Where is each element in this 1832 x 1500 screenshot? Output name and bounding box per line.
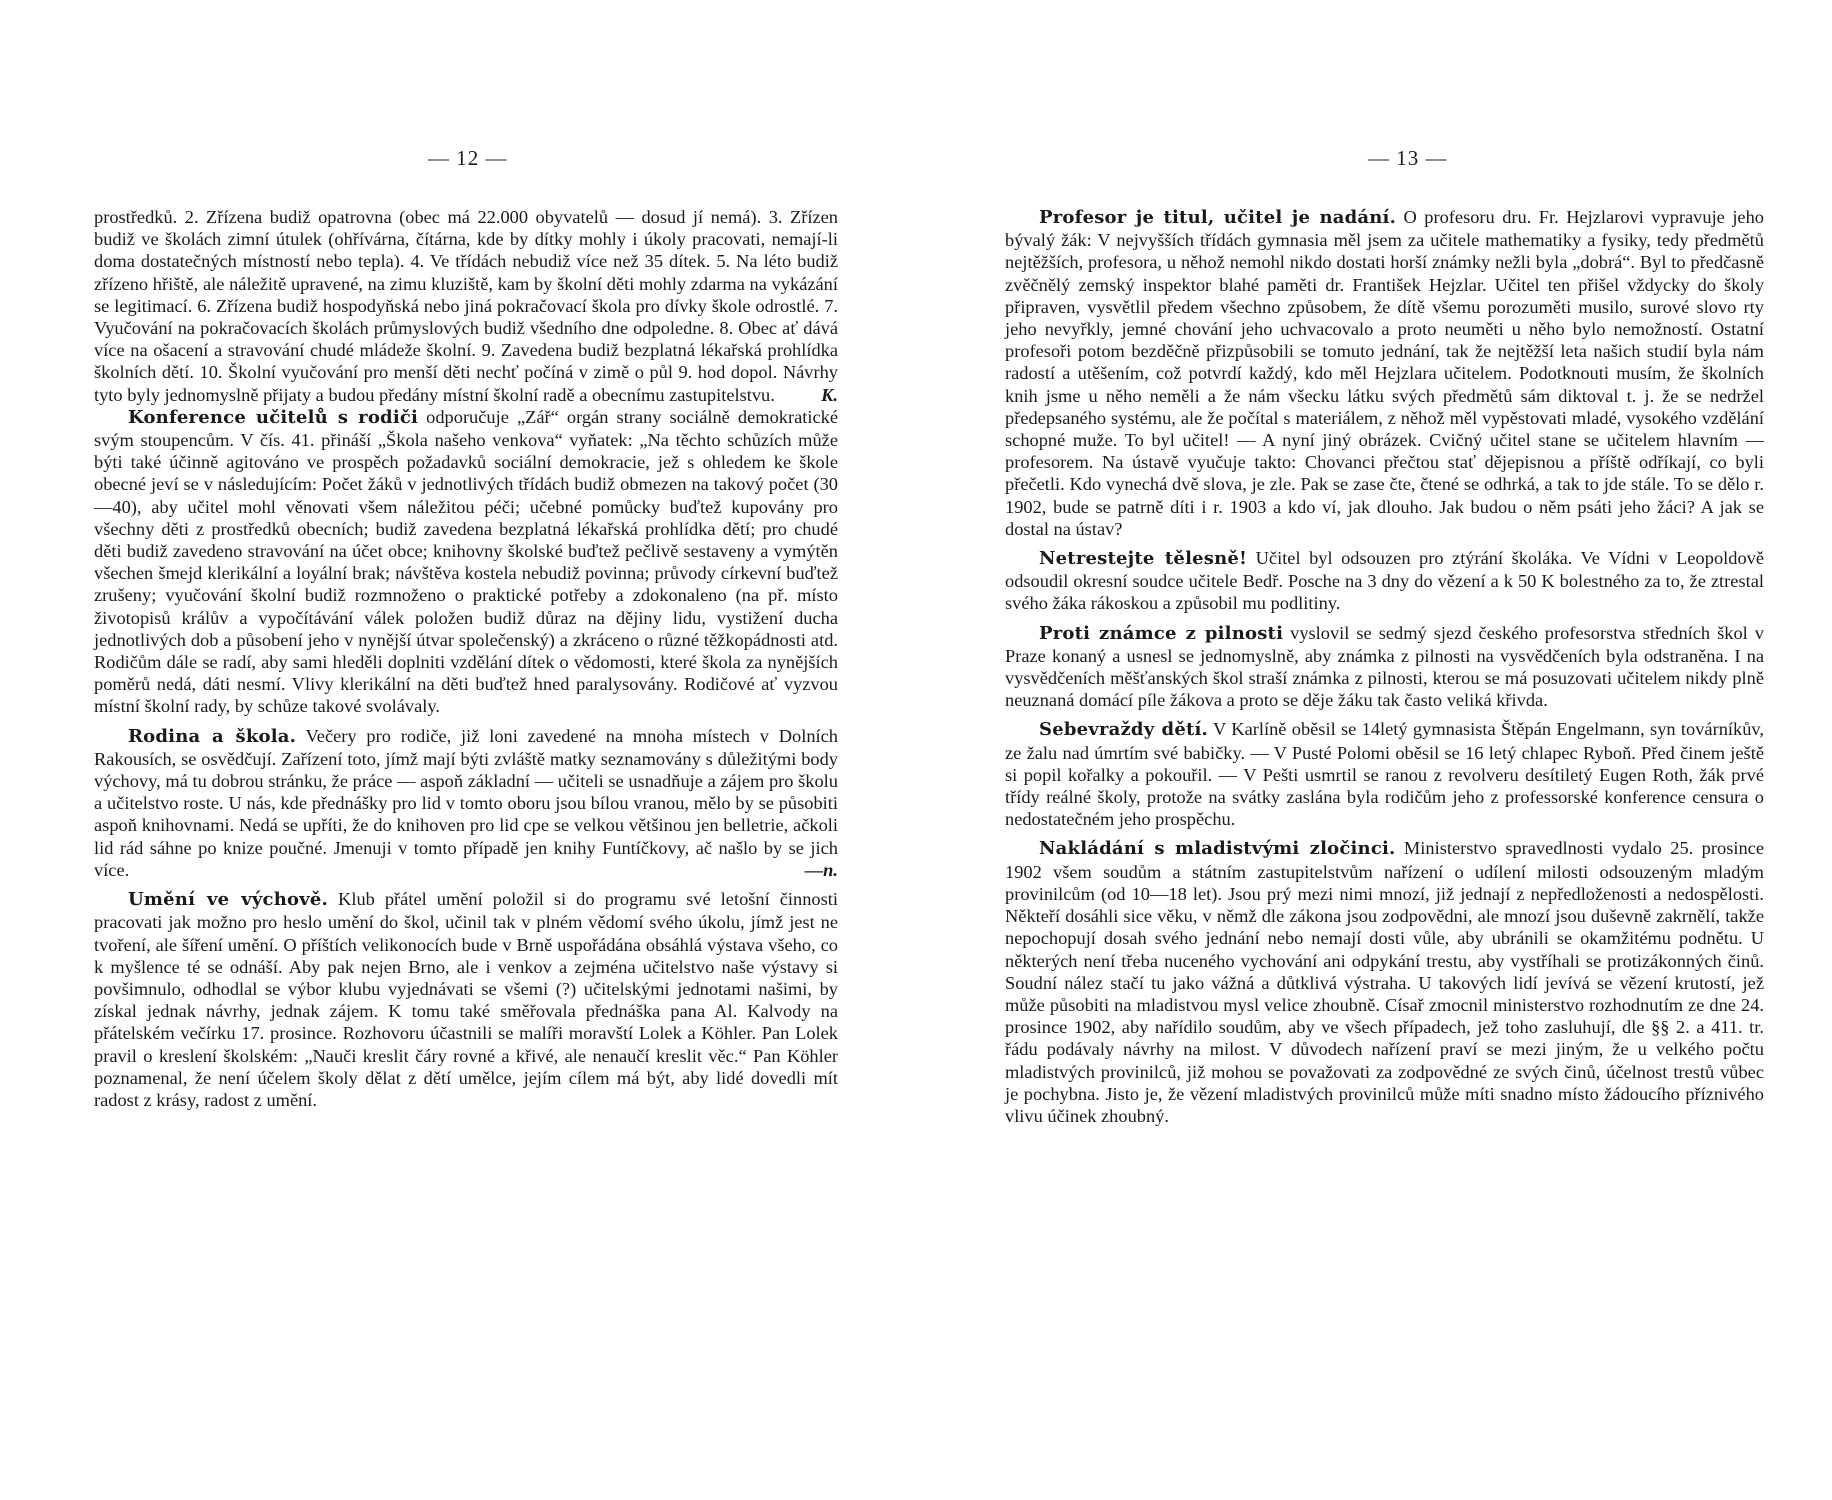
article-heading: Sebevraždy dětí. (1039, 719, 1209, 741)
article-netrestejte (1005, 547, 1764, 615)
article-umeni (94, 888, 838, 1111)
intro-paragraph (94, 206, 838, 406)
article-heading: Netrestejte tělesně! (1039, 548, 1248, 570)
article-heading: Proti známce z pilnosti (1039, 622, 1284, 644)
author-signature: K. (821, 384, 838, 405)
page-number: — 13 — (1368, 146, 1448, 170)
article-heading: Rodina a škola. (128, 725, 297, 747)
paragraph-body: prostředků. 2. Zřízena budiž opatrovna (obec má 22.000 obyvatelů — dosud jí nemá). 3. Zřízen budiž ve školách zimní útulek (ohřívárna, čítárna, kde by dítky mohly i úkoly pracovati, nemají-li doma dostatečných místností nebo tepla). 4. Ve třídách nebudiž více než 35 dítek. 5. Na léto budiž zřízeno hřiště, ale náležitě upravené, na zimu kluziště, kam by školní děti mohly zdarma na vykázání se legitimací. 6. Zřízena budiž hospodyňská nebo jiná pokračovací škola pro dívky škole odrostlé. 7. Vyučování na pokračovacích školách průmyslových budiž všedního dne odpoledne. 8. Obec ať dává více na ošacení a stravování chudé mládeže školní. 9. Zavedena budiž bezplatná lékařská prohlídka školních dětí. 10. Školní vyučování pro menší děti nechť počíná v zimě o půl 9. hod dopol. Návrhy tyto byly jednomyslně přijaty a budou předány místní školní radě a obecnímu zastupitelstvu. (94, 207, 838, 405)
author-signature: —n. (804, 859, 838, 880)
article-heading: Konference učitelů s rodiči (128, 406, 419, 428)
article-heading: Nakládání s mladistvými zločinci. (1039, 838, 1396, 860)
article-konference (94, 406, 838, 718)
article-body: Ministerstvo spravedlnosti vydalo 25. prosince 1902 všem soudům a státním zastupitelstvům nařízení o udílení milosti odsouzeným mladým provinilcům (od 10—18 let). Jsou prý mezi nimi mnozí, již jednají z nepředloženosti a nedospělosti. Někteří dosáhli sice věku, v němž dle zákona jsou zodpovědni, ale mnozí jsou duševně zakrnělí, takže nepochopují dosah svého jednání nebo nemají dosti vůle, aby ubránili se okamžitému podnětu. U některých není třeba nuceného vychování ani odpykání trestu, aby vystříhali se protizákonných činů. Soudní nález stačí tu jako vážná a důtklivá výstraha. U takových lidí jevívá se vězení krutostí, jež může působiti na mladistvou mysl velice zhoubně. Císař zmocnil ministerstvo rozhodnutím ze dne 24. prosince 1902, aby nařídilo soudům, aby ve všech případech, jež toho zasluhují, dle §§ 2. a 411. tr. řádu podávaly návrhy na milost. V důvodech nařízení praví se mezi jiným, že u velkého počtu mladistvých provinilců, již mohou se považovati za zodpovědné ze svých činů, účelnost trestů vůbec je pochybna. Jisto je, že vězení mladistvých provinilců může míti snadno místo žádoucího příznivého vlivu účinek zhoubný. (1005, 838, 1764, 1126)
article-body: O profesoru dru. Fr. Hejzlarovi vypravuje jeho bývalý žák: V nejvyšších třídách gymnasia měl jsem za učitele mathematiky a fysiky, tedy předmětů nejtěžších, profesora, u něhož nemohl nikdo dostati horší známky nežli byla „dobrá“. Byl to předčasně zvěčnělý zemský inspektor blahé paměti dr. František Hejzlar. Učitel ten přišel vždycky do školy připraven, vysvětlil předem všechno způsobem, že dítě všemu porozuměti musilo, surové slovo rty jeho nevyřkly, jemné chování jeho uchvacovalo a proto neuměti u něho bylo nemožností. Ostatní profesoři potom bezděčně přizpůsobili se tomuto jednání, tak že nejtěžší leta našich studií byla nám radostí a utěšením, což potvrdí každý, kdo měl Hejzlara učitelem. Podotknouti musím, že školních knih jsme u něho neměli a že nám všecku látku svých předmětů sám diktoval t. j. že se nedržel předepsaného systému, ale že počítal s materiálem, z něhož měl vypěstovati mladé, vysokého vzdělání schopné muže. To byl učitel! — A nyní jiný obrázek. Cvičný učitel stane se učitelem hlavním — profesorem. Na ústavě vyučuje takto: Chovanci přečtou stať dějepisnou a příště odříkají, co byli přečetli. Kdo vynechá dvě slova, je zle. Pak se zase čte, čtené se odhrká, a tak to jde stále. To se dělo r. 1902, bude se patrně díti i r. 1903 a kdo ví, jak dlouho. Jak budou o něm psáti jeho žáci? A jak se dostal na ústav? (1005, 207, 1764, 539)
article-body: vyslovil se sedmý sjezd českého profesorstva středních škol v Praze konaný a usnesl se jednomyslně, aby známka z pilnosti na vysvědčeních byla odstraněna. I na vysvědčeních měšťanských škol straší známka z pilnosti, kterou se má posuzovati učitelem nikdy plně neuznaná domácí píle žákova a proto se děje žáku tak často veliká křivda. (1005, 622, 1764, 711)
article-body: V Karlíně oběsil se 14letý gymnasista Štěpán Engelmann, syn továrníkův, ze žalu nad úmrtím své babičky. — V Pusté Polomi oběsil se 16 letý chlapec Ryboň. Před činem ještě si popil kořalky a pokouřil. — V Pešti usmrtil se ranou z revolveru desítiletý Eugen Roth, žák prvé třídy reálné školy, protože na svátky zaslána byla rodičům jeho z professorské konference censura o nedostatečném jeho prospěchu. (1005, 719, 1764, 830)
article-body: odporučuje „Zář“ orgán strany sociálně demokratické svým stoupencům. V čís. 41. přináší „Škola našeho venkova“ vyňatek: „Na těchto schůzích může býti také účinně agitováno ve prospěch požadavků sociální demokracie, jež s ohledem ke škole obecné jeví se v následujícím: Počet žáků v jednotlivých třídách budiž obmezen na takový počet (30—40), aby učitel mohl věnovati všem náležitou péči; učebné pomůcky buďtež kupovány pro všechny děti z prostředků obecních; budiž zavedena bezplatná lékařská prohlídka dětí; pro chudé děti budiž zavedeno stravování na účet obce; knihovny školské buďtež pečlivě sestaveny a vymýtěn všechen šmejd klerikální a loyální brak; návštěva kostela nebudiž povinna; průvody církevní buďtež zrušeny; vyučování školní budiž rozmnoženo o praktické potřeby a zdokonaleno (na př. místo životopisů králův a vypočítávání válek položen budiž důraz na dějiny lidu, vystižení ducha jednotlivých dob a působení jeho v nynější útvar společenský) a zkráceno o různé těžkopádnosti atd. Rodičům dále se radí, aby sami hleděli doplniti vzdělání dítek o vědomosti, které škola za nynějších poměrů nedá, dáti nesmí. Vlivy klerikální na děti buďtež hned paralysovány. Rodičové ať vyzvou místní školní rady, by schůze takové svolávaly. (94, 406, 838, 717)
article-rodina (94, 725, 838, 881)
page-text (94, 206, 838, 1111)
article-profesor (1005, 206, 1764, 540)
article-heading: Umění ve výchově. (128, 889, 328, 911)
article-nakladani (1005, 837, 1764, 1127)
article-body: Klub přátel umění položil si do programu své letošní činnosti pracovati jak možno pro heslo umění do škol, učinil tak v plném vědomí svého úkolu, jímž jest ne tvoření, ale šíření umění. O příštích velikonocích bude v Brně uspořádána obsáhlá výstava všeho, co k myšlence té se odnáší. Aby pak nejen Brno, ale i venkov a zejména učitelstvo naše výstavy si povšimnulo, odhodlal se výbor klubu vyjednávati se všemi (?) učitelskými jednotami našimi, by získal jednak návrhy, jednak zájem. K tomu také směřovala přednáška pana Al. Kalvody na přátelském večírku 17. prosince. Rozhovoru účastnili se malíři moravští Lolek a Köhler. Pan Lolek pravil o kreslení školském: „Nauči kreslit čáry rovné a křivé, ale nenaučí kreslit věc.“ Pan Köhler poznamenal, že není účelem školy dělat z dětí umělce, jejím cílem má být, aby lidé dovedli mít radost z krásy, radost z umění. (94, 889, 838, 1110)
page-text (1005, 206, 1764, 1127)
right-page (916, 0, 1832, 1500)
article-body: Učitel byl odsouzen pro ztýrání školáka. Ve Vídni v Leopoldově odsoudil okresní soudce učitele Bedř. Posche na 3 dny do vězení a k 50 K bolestného za to, že ztrestal svého žáka rákoskou a způsobil mu podlitiny. (1005, 548, 1764, 614)
page-number: — 12 — (428, 146, 508, 170)
article-body: Večery pro rodiče, již loni zavedené na mnoha místech v Dolních Rakousích, se osvědčují. Zařízení toto, jímž mají býti zvláště matky seznamovány s důležitými body výchovy, má tu dobrou stránku, že práce — aspoň základní — učiteli se usnadňuje a zájem pro školu a učitelstvo roste. U nás, kde přednášky pro lid v tomto oboru jsou bílou vranou, mělo by se působiti aspoň knihovnami. Nedá se upříti, že do knihoven pro lid cpe se velkou většinou jen belletrie, ačkoli lid rád sáhne po knize poučné. Jmenuji v tomto případě jen knihy Funtíčkovy, ač našlo by se jich více. (94, 725, 838, 880)
article-znamka (1005, 622, 1764, 712)
article-heading: Profesor je titul, učitel je nadání. (1039, 207, 1397, 228)
article-sebevrazdy (1005, 718, 1764, 830)
